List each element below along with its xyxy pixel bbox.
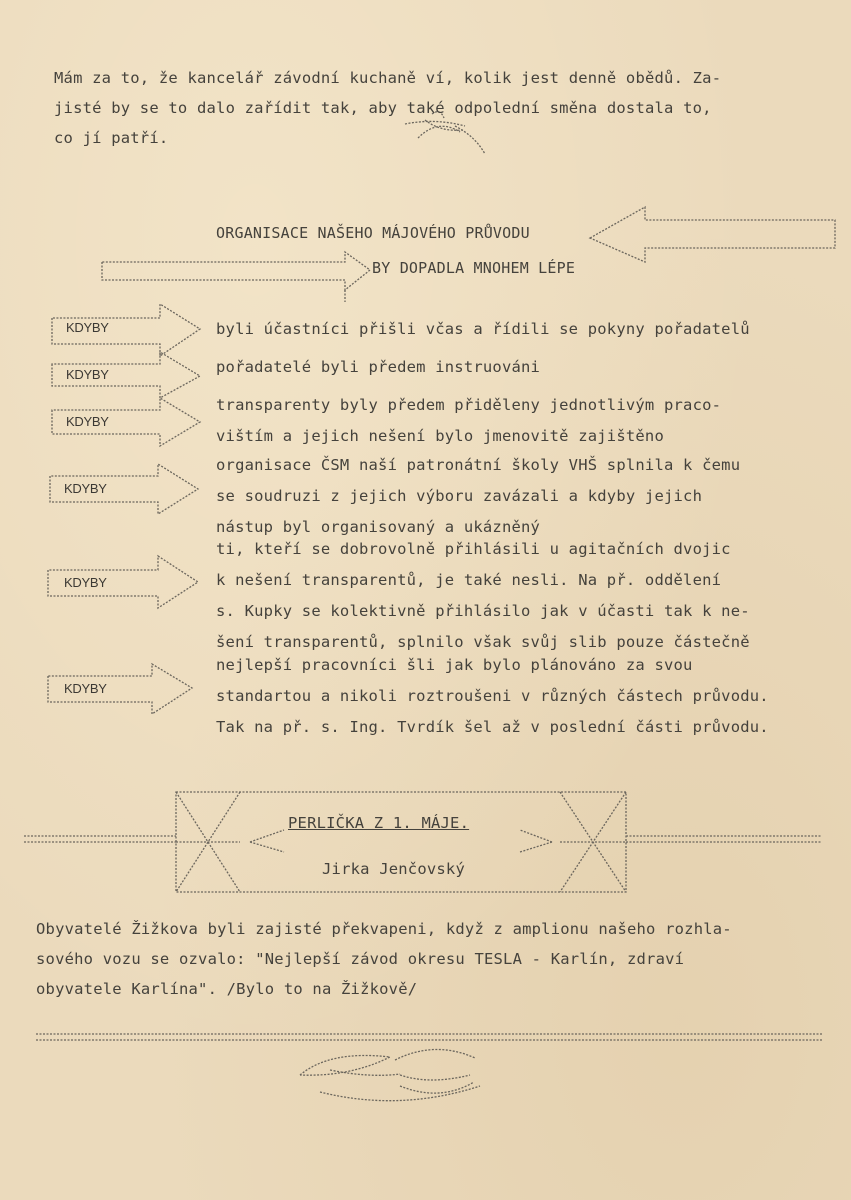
kdyby-item-line: šení transparentů, splnilo však svůj slib pouze částečně bbox=[216, 633, 750, 651]
intro-line: co jí patří. bbox=[54, 129, 169, 147]
outro-line: sového vozu se ozvalo: "Nejlepší závod okresu TESLA - Karlín, zdraví bbox=[36, 950, 685, 968]
pearl-author: Jirka Jenčovský bbox=[322, 860, 465, 878]
kdyby-item-6 bbox=[216, 650, 769, 743]
kdyby-label: KDYBY bbox=[64, 681, 107, 696]
kdyby-label: KDYBY bbox=[66, 367, 109, 382]
kdyby-item-line: Tak na př. s. Ing. Tvrdík šel až v poslední části průvodu. bbox=[216, 718, 769, 736]
outro-line: obyvatele Karlína". /Bylo to na Žižkově/ bbox=[36, 980, 418, 998]
kdyby-label: KDYBY bbox=[64, 575, 107, 590]
kdyby-item-line: nástup byl organisovaný a ukázněný bbox=[216, 518, 541, 536]
kdyby-label: KDYBY bbox=[64, 481, 107, 496]
kdyby-item-3 bbox=[216, 390, 721, 452]
kdyby-item-line: nejlepší pracovníci šli jak bylo plánováno za svou bbox=[216, 656, 693, 674]
kdyby-item-5 bbox=[216, 534, 750, 658]
pearl-title: PERLIČKA Z 1. MÁJE. bbox=[288, 814, 470, 832]
heading-arrow-right-icon bbox=[102, 252, 370, 302]
heading-line-2: BY DOPADLA MNOHEM LÉPE bbox=[372, 259, 576, 277]
intro-paragraph bbox=[54, 63, 814, 153]
outro-line: Obyvatelé Žižkova byli zajisté překvapeni, když z amplionu našeho rozhla- bbox=[36, 920, 732, 938]
outro-paragraph bbox=[36, 914, 836, 1004]
heading-line-1: ORGANISACE NAŠEHO MÁJOVÉHO PRŮVODU bbox=[216, 224, 530, 242]
intro-line: Mám za to, že kancelář závodní kuchaně ví, kolik jest denně obědů. Za- bbox=[54, 69, 722, 87]
kdyby-item-line: se soudruzi z jejich výboru zavázali a kdyby jejich bbox=[216, 487, 703, 505]
intro-line: jisté by se to dalo zařídit tak, aby také odpolední směna dostala to, bbox=[54, 99, 712, 117]
kdyby-item-line: pořadatelé byli předem instruováni bbox=[216, 358, 541, 376]
kdyby-item-line: k nešení transparentů, je také nesli. Na př. oddělení bbox=[216, 571, 722, 589]
kdyby-item-line: transparenty byly předem přiděleny jednotlivým praco- bbox=[216, 396, 722, 414]
kdyby-label: KDYBY bbox=[66, 320, 109, 335]
kdyby-item-line: s. Kupky se kolektivně přihlásilo jak v účasti tak k ne- bbox=[216, 602, 750, 620]
kdyby-item-2 bbox=[216, 352, 540, 383]
heading-arrow-left-icon bbox=[590, 207, 835, 262]
kdyby-item-line: ti, kteří se dobrovolně přihlásili u agitačních dvojic bbox=[216, 540, 731, 558]
leaf-ornament-bottom-icon bbox=[300, 1049, 480, 1100]
kdyby-item-4 bbox=[216, 450, 740, 543]
kdyby-item-1 bbox=[216, 314, 750, 345]
kdyby-item-line: standartou a nikoli roztroušeni v různých částech průvodu. bbox=[216, 687, 769, 705]
kdyby-item-line: vištím a jejich nešení bylo jmenovitě zajištěno bbox=[216, 427, 664, 445]
kdyby-item-line: byli účastníci přišli včas a řídili se pokyny pořadatelů bbox=[216, 320, 750, 338]
kdyby-label: KDYBY bbox=[66, 414, 109, 429]
bottom-divider-lines bbox=[36, 1034, 822, 1040]
kdyby-item-line: organisace ČSM naší patronátní školy VHŠ splnila k čemu bbox=[216, 456, 741, 474]
